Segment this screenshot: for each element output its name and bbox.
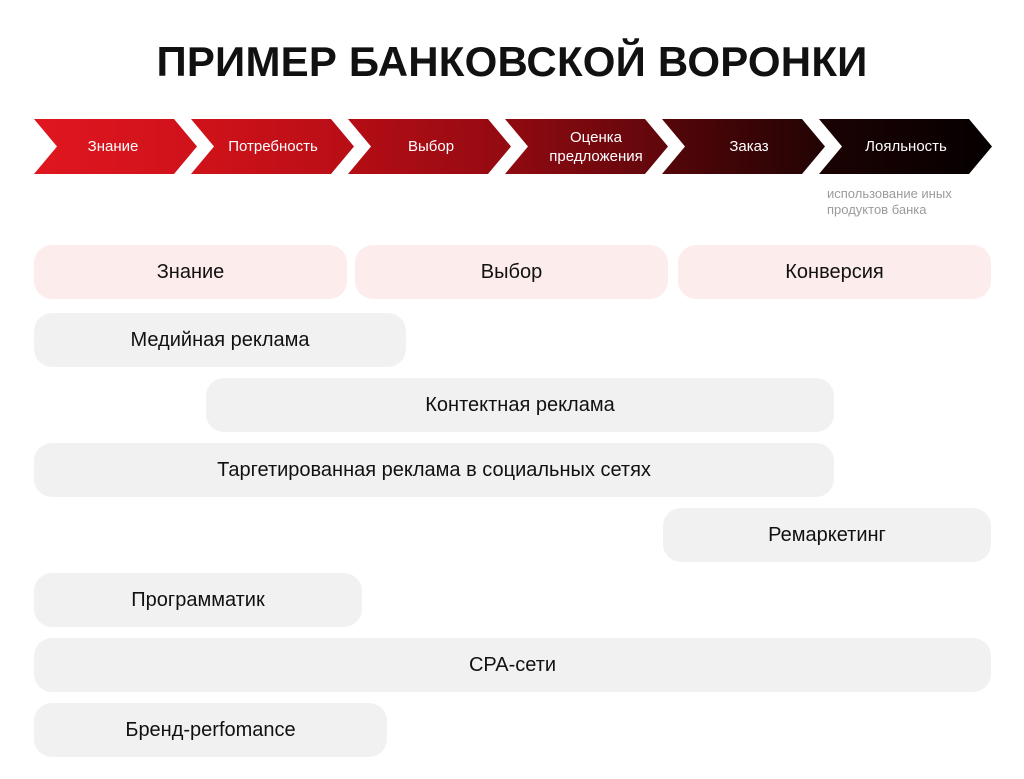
page-title: ПРИМЕР БАНКОВСКОЙ ВОРОНКИ [156,38,868,85]
funnel-step-4-label: Оценка предложения [549,128,643,165]
channel-media-ads: Медийная реклама [34,313,406,367]
channel-social-targeting: Таргетированная реклама в социальных сетях [34,443,834,497]
funnel-step-2-label: Потребность [228,138,318,155]
stage-conversion: Конверсия [678,245,991,299]
stage-awareness: Знание [34,245,347,299]
funnel-step-5-label: Заказ [729,138,769,155]
funnel-step-1-label: Знание [87,138,139,155]
channel-remarketing: Ремаркетинг [663,508,991,562]
stage-choice: Выбор [355,245,668,299]
channel-brand-performance: Бренд-perfomance [34,703,387,757]
channel-cpa-networks: CPA-сети [34,638,991,692]
funnel-step-3-label: Выбор [407,138,455,155]
channel-programmatic: Программатик [34,573,362,627]
loyalty-note: использование иных продуктов банка [827,186,952,217]
funnel-step-6-label: Лояльность [865,138,947,155]
channel-context-ads: Контектная реклама [206,378,834,432]
